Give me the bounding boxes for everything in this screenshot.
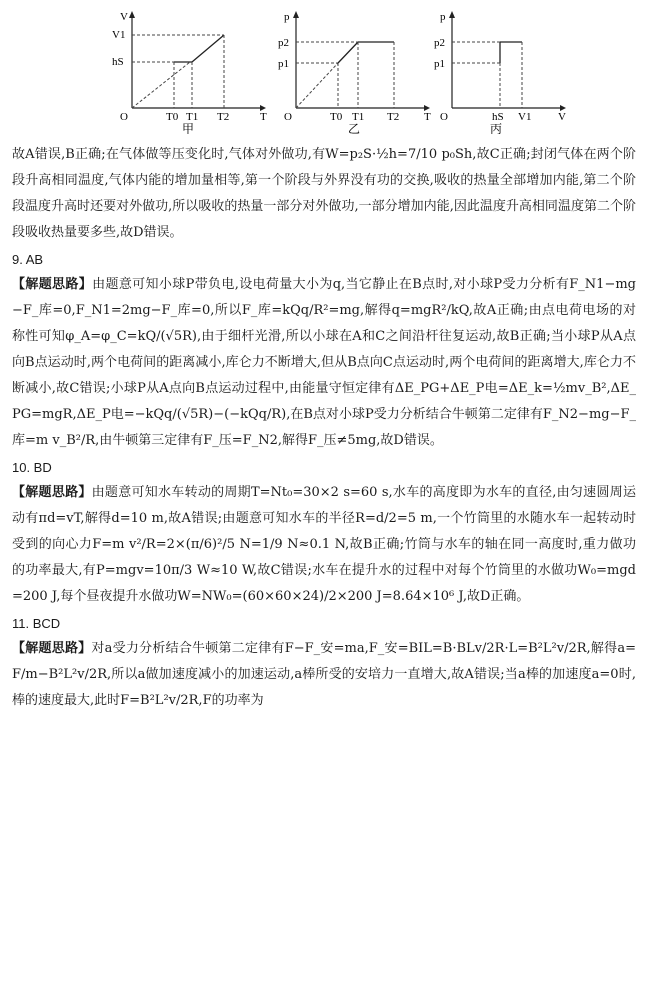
x-tick: T1: [352, 111, 365, 123]
solution-tag: 【解题思路】: [12, 277, 93, 292]
question-number: 11. BCD: [12, 616, 61, 631]
graph-yi: [276, 6, 436, 134]
question-solution: [12, 636, 636, 714]
solution-text: 由题意可知水车转动的周期T=Nt₀=30×2 s=60 s,水车的高度即为水车的直径,由匀速圆周运动有πd=vT,解得d=10 m,故A错误;由题意可知水车的半径R=d/2=5 m,一个竹筒里的水随水车一起转动时受到的向心力F=m v²/R=2×(π/6)²/5 N=1/9 N≈0.1 N,故B正确;竹筒与水车的轴在同一高度时,重力做功的功率最大,有P=mgv=10π/3 W≈10 W,故C错误;水车在提升水的过程中对每个竹筒里的水做功W₀=mgd=200 J,每个昼夜提升水做功W=NW₀=(60×60×24)/2×200 J=8.64×10⁶ J,故D正确。: [12, 485, 636, 604]
origin-label: O: [440, 111, 448, 123]
solution-text: 由题意可知小球P带负电,设电荷量大小为q,当它静止在B点时,对小球P受力分析有F_N1−mg−F_库=0,F_N1=2mg−F_库=0,所以F_库=kQq/R²=mg,解得q=mgR²/kQ,故A正确;由点电荷电场的对称性可知φ_A=φ_C=kQ/(√5R),由于细杆光滑,所以小球在A和C之间沿杆往复运动,故B正确;当小球P从A点向B点运动时,两个电荷间的距离减小,库仑力不断增大,但从B点向C点运动时,两个电荷间的距离增大,库仑力不断减小,故C错误;小球P从A点向B点运动过程中,由能量守恒定律有ΔE_PG+ΔE_P电=ΔE_k=½mv_B²,ΔE_PG=mgR,ΔE_P电=−kQq/(√5R)−(−kQq/R),在B点对小球P受力分析结合牛顿第二定律有F_N2−mg−F_库=m v_B²/R,由牛顿第三定律有F_压=F_N2,解得F_压≠5mg,故D错误。: [12, 277, 636, 448]
graph-bing: [432, 6, 572, 134]
y-axis-label: V: [120, 11, 128, 23]
y-tick: p1: [278, 58, 289, 70]
solution-text: 对a受力分析结合牛顿第二定律有F−F_安=ma,F_安=BIL=B·BLv/2R·L=B²L²v/2R,解得a=F/m−B²L²v/2R,所以a做加速度减小的加速运动,a棒所受的安培力一直增大,故A错误;当a棒的加速度a=0时,棒的速度最大,此时F=B²L²v/2R,F的功率为: [12, 641, 636, 708]
x-tick: T1: [186, 111, 199, 123]
solution-tag: 【解题思路】: [12, 641, 92, 656]
y-tick: hS: [112, 56, 124, 68]
question-solution: [12, 480, 636, 610]
x-tick: T2: [387, 111, 400, 123]
x-tick: T0: [166, 111, 179, 123]
y-tick: V1: [112, 29, 126, 41]
graph-caption: 甲: [182, 122, 195, 134]
paragraph: 故A错误,B正确;在气体做等压变化时,气体对外做功,有W=p₂S·½h=7/10 p₀Sh,故C正确;封闭气体在两个阶段升高相同温度,气体内能的增加量相等,第一个阶段与外界没有功的交换,吸收的热量全部增加内能,第二个阶段温度升高时还要对外做功,所以吸收的热量一部分对外做功,一部分增加内能,因此温度升高相同温度第二个阶段吸收热量要多些,故D错误。: [12, 147, 636, 240]
x-tick: V1: [518, 111, 532, 123]
graph-caption: 乙: [348, 122, 361, 134]
x-axis-label: V: [558, 111, 566, 123]
figure-row: [0, 0, 648, 140]
x-tick: hS: [492, 111, 504, 123]
y-tick: p1: [434, 58, 445, 70]
question-number: 9. AB: [12, 252, 44, 267]
solution-body: [12, 142, 636, 714]
origin-label: O: [284, 111, 292, 123]
y-tick: p2: [434, 37, 445, 49]
graph-jia: [112, 6, 272, 134]
x-axis-label: T: [424, 111, 431, 123]
question-solution: [12, 272, 636, 454]
x-tick: T2: [217, 111, 230, 123]
x-tick: T0: [330, 111, 343, 123]
graph-caption: 丙: [490, 122, 503, 134]
y-axis-label: p: [284, 11, 290, 23]
y-axis-label: p: [440, 11, 446, 23]
x-axis-label: T: [260, 111, 267, 123]
origin-label: O: [120, 111, 128, 123]
question-number: 10. BD: [12, 460, 52, 475]
y-tick: p2: [278, 37, 289, 49]
solution-tag: 【解题思路】: [12, 485, 92, 500]
